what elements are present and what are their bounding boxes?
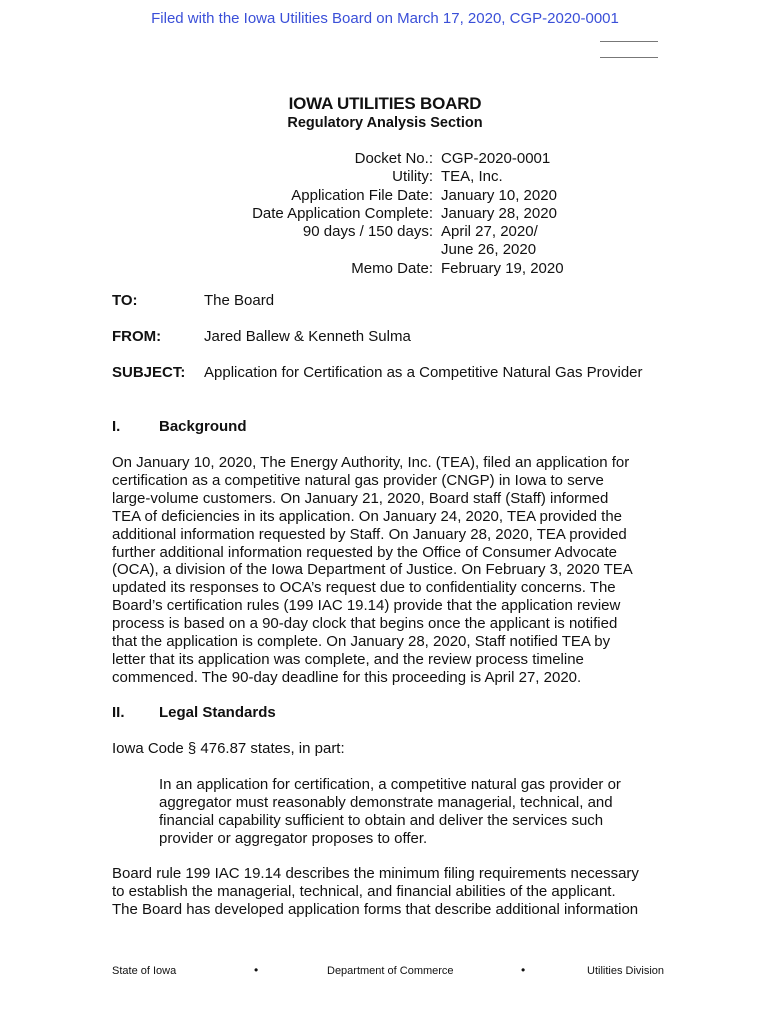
page-subtitle: Regulatory Analysis Section [287, 115, 483, 131]
legal-paragraph: Board rule 199 IAC 19.14 describes the minimum filing requirements necessary to establish the managerial, technical, and financial abilities of the applicant. The Board has developed application forms that describe additional information [112, 865, 639, 918]
file-date-row [0, 187, 770, 205]
memo-to [112, 292, 274, 309]
file-date-value: January 10, 2020 [441, 186, 557, 204]
memo-subject [112, 364, 643, 381]
footer-right: Utilities Division [587, 965, 665, 977]
utility-row [0, 168, 770, 186]
from-label: FROM: [112, 328, 162, 345]
complete-date-value: January 28, 2020 [441, 204, 557, 222]
deadline-row-2 [0, 241, 770, 259]
header-rule-bottom [600, 57, 658, 58]
section-number: I. [112, 418, 121, 435]
legal-intro: Iowa Code § 476.87 states, in part: [112, 740, 345, 757]
memo-from [112, 328, 411, 345]
footer-bullet-1: • [254, 963, 259, 977]
complete-date-row [0, 205, 770, 223]
section-background-heading [112, 418, 247, 435]
docket-label: Docket No.: [354, 150, 433, 167]
deadline-label: 90 days / 150 days: [302, 223, 433, 241]
to-label: TO: [112, 292, 138, 309]
section-legal-heading [112, 704, 276, 721]
utility-value: TEA, Inc. [441, 168, 503, 186]
memo-date-row [0, 260, 770, 278]
section-title: Legal Standards [159, 704, 276, 721]
subject-value: Application for Certification as a Competitive Natural Gas Provider [204, 364, 643, 381]
subject-label: SUBJECT: [112, 364, 186, 381]
filed-stamp: Filed with the Iowa Utilities Board on March 17, 2020, CGP-2020-0001 [151, 10, 619, 27]
deadline-value-2: June 26, 2020 [441, 241, 537, 259]
section-number: II. [112, 704, 125, 721]
section-title: Background [159, 418, 247, 435]
deadline-value: April 27, 2020/ [441, 223, 538, 241]
header-rule-top [600, 41, 658, 42]
legal-quote: In an application for certification, a competitive natural gas provider or aggregator must reasonably demonstrate managerial, technical, and financial capability sufficient to obtain and deliver the services such provider or aggregator proposes to offer. [159, 776, 621, 847]
footer-bullet-2: • [521, 963, 526, 977]
docket-value: CGP-2020-0001 [441, 150, 551, 167]
page-title: IOWA UTILITIES BOARD [288, 94, 482, 113]
to-value: The Board [204, 292, 275, 309]
complete-date-label: Date Application Complete: [252, 204, 433, 222]
docket-info [0, 150, 770, 278]
footer-center: Department of Commerce [327, 965, 454, 977]
memo-date-value: February 19, 2020 [441, 259, 564, 277]
footer-left: State of Iowa [112, 965, 177, 977]
deadline-row [0, 223, 770, 241]
memo-date-label: Memo Date: [351, 259, 433, 277]
background-paragraph: On January 10, 2020, The Energy Authority, Inc. (TEA), filed an application for certification as a competitive natural gas provider (CNGP) in Iowa to serve large-volume customers. On January 21, 2020, Board staff (Staff) informed TEA of deficiencies in its application. On January 24, 2020, TEA provided the additional information requested by Staff. On January 28, 2020, TEA provided further additional information requested by the Office of Consumer Advocate (OCA), a division of the Iowa Department of Justice. On February 3, 2020 TEA updated its responses to OCA’s request due to confidentiality concerns. The Board’s certification rules (199 IAC 19.14) provide that the application review process is based on a 90-day clock that begins once the applicant is notified that the application is complete. On January 28, 2020, Staff notified TEA by letter that its application was complete, and the review process timeline commenced. The 90-day deadline for this proceeding is April 27, 2020. [112, 454, 633, 686]
utility-label: Utility: [392, 168, 433, 186]
file-date-label: Application File Date: [291, 186, 433, 204]
from-value: Jared Ballew & Kenneth Sulma [204, 328, 411, 345]
docket-row [0, 150, 770, 168]
